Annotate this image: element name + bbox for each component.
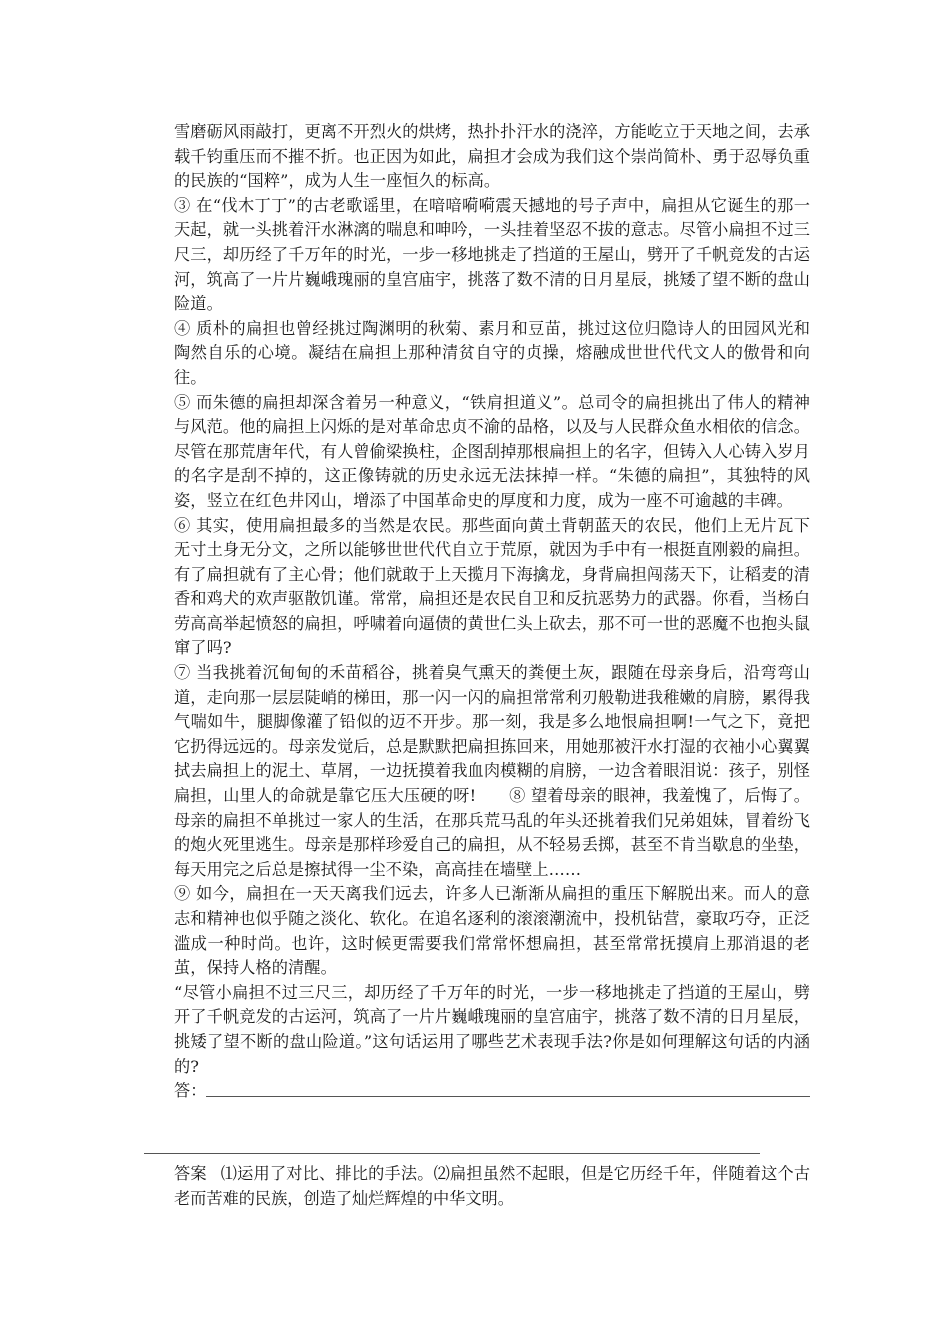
section-divider [144,1153,760,1154]
solution-text: ⑴运用了对比、排比的手法。⑵扁担虽然不起眼，但是它历经千年，伴随着这个古老而苦难的民族，创造了灿烂辉煌的中华文明。 [174,1164,811,1208]
answer-field[interactable] [174,1079,810,1103]
paragraph-5: ⑤ 而朱德的扁担却深含着另一种意义，“铁肩担道义”。总司令的扁担挑出了伟人的精神与风范。他的扁担上闪烁的是对革命忠贞不渝的品格，以及与人民群众鱼水相依的信念。尽管在那荒唐年代，有人曾偷梁换柱，企图刮掉那根扁担上的名字，但铸入人心铸入岁月的名字是刮不掉的，这正像铸就的历史永远无法抹掉一样。“朱德的扁担”，其独特的风姿，竖立在红色井冈山，增添了中国革命史的厚度和力度，成为一座不可逾越的丰碑。 [174,392,810,510]
solution-block [174,1162,810,1211]
paragraph-3: ③ 在“伐木丁丁”的古老歌谣里，在喑喑嗬嗬震天撼地的号子声中，扁担从它诞生的那一天起，就一头挑着汗水淋漓的喘息和呻吟，一头挂着坚忍不拔的意志。尽管小扁担不过三尺三，却历经了千万年的时光，一步一移地挑走了挡道的王屋山，劈开了千帆竞发的古运河，筑高了一片片巍峨瑰丽的皇宫庙宇，挑落了数不清的日月星辰，挑矮了望不断的盘山险道。 [174,195,810,314]
paragraph-9: ⑨ 如今，扁担在一天天离我们远去，许多人已渐渐从扁担的重压下解脱出来。而人的意志和精神也似乎随之淡化、软化。在追名逐利的滚滚潮流中，投机钻营，豪取巧夺，正泛滥成一种时尚。也许，这时候更需要我们常常怀想扁担，甚至常常抚摸肩上那消退的老茧，保持人格的清醒。 [174,884,810,978]
reading-passage [174,120,810,1103]
solution-label: 答案 [174,1164,207,1183]
answer-underline [206,1096,810,1097]
question-text: “尽管小扁担不过三尺三，却历经了千万年的时光，一步一移地挑走了挡道的王屋山，劈开了千帆竞发的古运河，筑高了一片片巍峨瑰丽的皇宫庙宇，挑落了数不清的日月星辰，挑矮了望不断的盘山险道。”这句话运用了哪些艺术表现手法?你是如何理解这句话的内涵的? [174,982,810,1076]
answer-prompt: 答： [174,1081,207,1101]
paragraph-6: ⑥ 其实，使用扁担最多的当然是农民。那些面向黄土背朝蓝天的农民，他们上无片瓦下无寸土身无分文，之所以能够世世代代自立于荒原，就因为手中有一根挺直刚毅的扁担。有了扁担就有了主心骨；他们就敢于上天揽月下海擒龙，身背扁担闯荡天下，让稻麦的清香和鸡犬的欢声驱散饥谨。常常，扁担还是农民自卫和反抗恶势力的武器。你看，当杨白劳高高举起愤怒的扁担，呼啸着向逼债的黄世仁头上砍去，那不可一世的恶魔不也抱头鼠窜了吗? [174,515,810,658]
paragraph-4: ④ 质朴的扁担也曾经挑过陶渊明的秋菊、素月和豆苗，挑过这位归隐诗人的田园风光和陶然自乐的心境。凝结在扁担上那种清贫自守的贞操，熔融成世世代代文人的傲骨和向往。 [174,318,810,387]
paragraph-continued: 雪磨砺风雨敲打，更离不开烈火的烘烤，热扑扑汗水的浇淬，方能屹立于天地之间，去承载千钧重压而不摧不折。也正因为如此，扁担才会成为我们这个崇尚简朴、勇于忍辱负重的民族的“国粹”，成为人生一座恒久的标高。 [174,122,810,191]
paragraph-7-8: ⑦ 当我挑着沉甸甸的禾苗稻谷，挑着臭气熏天的粪便土灰，跟随在母亲身后，沿弯弯山道，走向那一层层陡峭的梯田，那一闪一闪的扁担常常利刃般勒进我稚嫩的肩膀，累得我气喘如牛，腿脚像灌了铅似的迈不开步。那一刻，我是多么地恨扁担啊!一气之下，竟把它扔得远远的。母亲发觉后，总是默默把扁担拣回来，用她那被汗水打湿的衣袖小心翼翼拭去扁担上的泥土、草屑，一边抚摸着我血肉模糊的肩膀，一边含着眼泪说：孩子，别怪扁担，山里人的命就是靠它压大压硬的呀! ⑧ 望着母亲的眼神，我羞愧了，后悔了。母亲的扁担不单挑过一家人的生活，在那兵荒马乱的年头还挑着我们兄弟姐妹，冒着纷飞的炮火死里逃生。母亲是那样珍爱自己的扁担，从不轻易丢掷，甚至不肯当歇息的坐垫，每天用完之后总是擦拭得一尘不染，高高挂在墙壁上…… [174,663,810,879]
